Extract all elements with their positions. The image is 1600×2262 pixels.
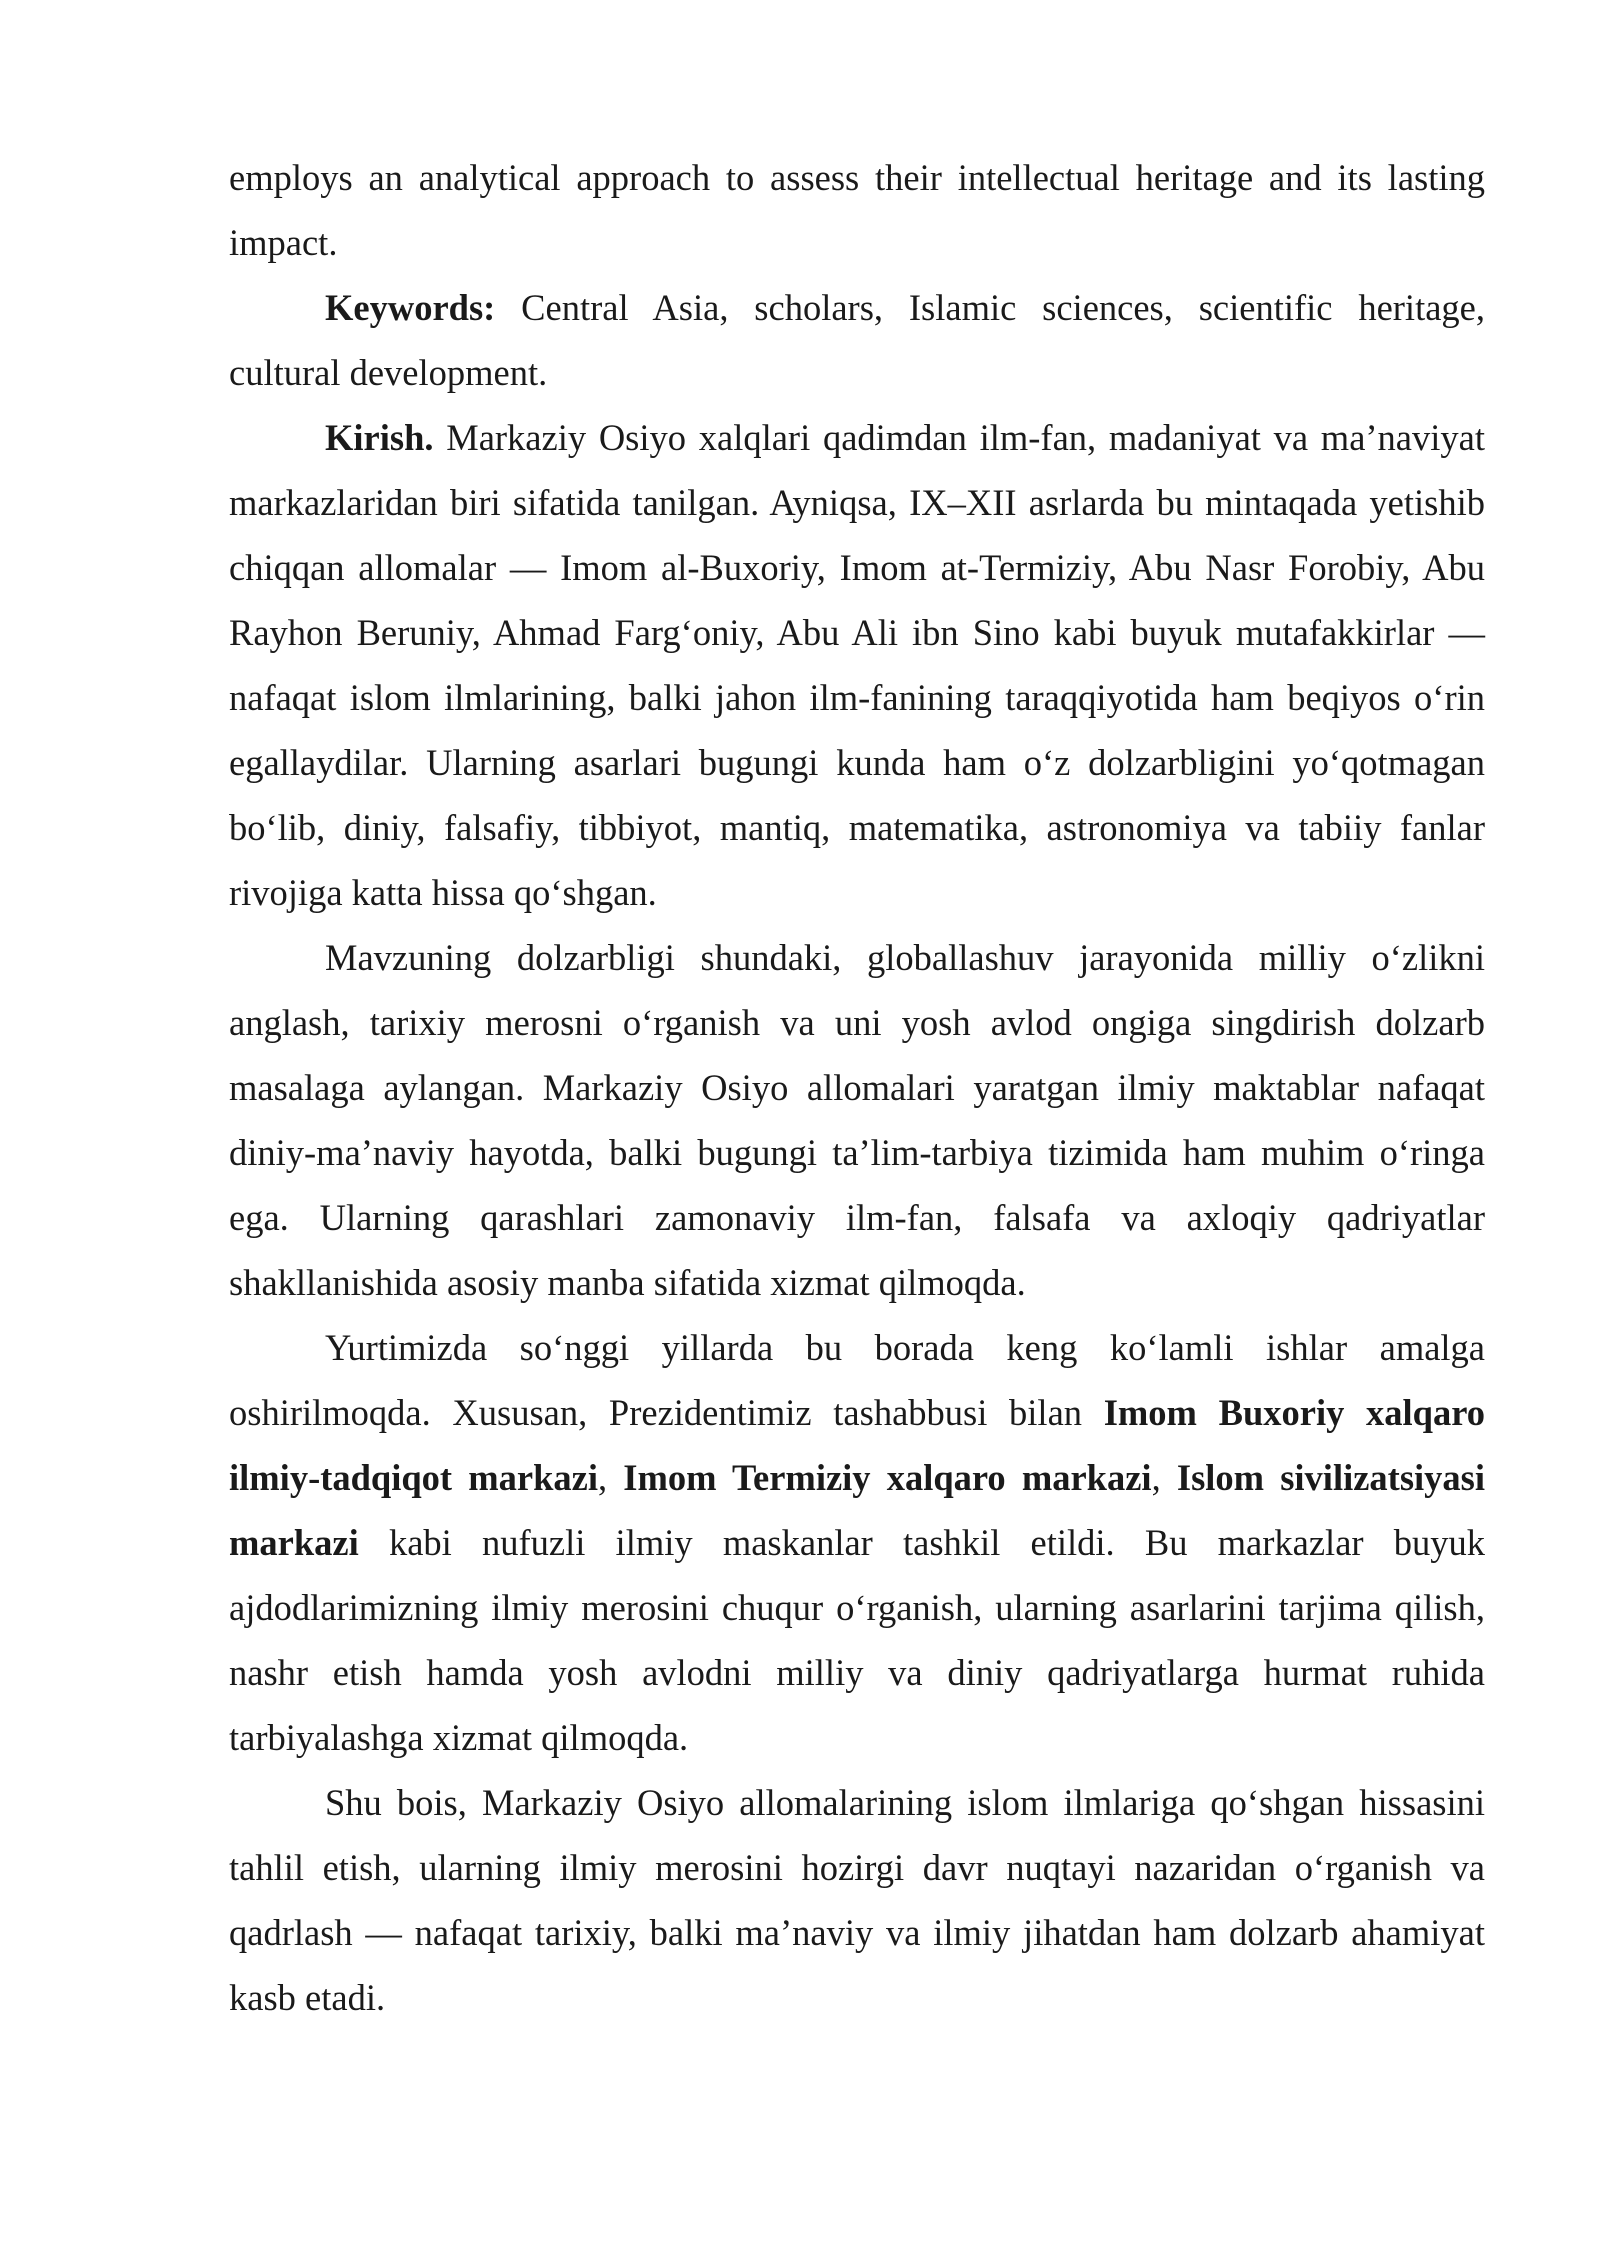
intro-label: Kirish. [325,417,434,458]
intro-text: Markaziy Osiyo xalqlari qadimdan ilm-fan, madaniyat va ma’naviyat markazlaridan biri sifatida tanilgan. Ayniqsa, IX–XII asrlarda bu mintaqada yetishib chiqqan allomalar — Imom al-Buxoriy, Imom at-Termiziy, Abu Nasr Forobiy, Abu Rayhon Beruniy, Ahmad Farg‘oniy, Abu Ali ibn Sino kabi buyuk mutafakkirlar — nafaqat islom ilmlarining, balki jahon ilm-fanining taraqqiyotida ham beqiyos o‘rin egallaydilar. Ularning asarlari bugungi kunda ham o‘z dolzarbligini yo‘qotmagan bo‘lib, diniy, falsafiy, tibbiyot, mantiq, matematika, astronomiya va tabiiy fanlar rivojiga katta hissa qo‘shgan. [229,417,1485,913]
relevance-paragraph [229,925,1485,1315]
centers-tail: kabi nufuzli ilmiy maskanlar tashkil etildi. Bu markazlar buyuk ajdodlarimizning ilmiy merosini chuqur o‘rganish, ularning asarlarini tarjima qilish, nashr etish hamda yosh avlodni milliy va diniy qadriyatlarga hurmat ruhida tarbiyalashga xizmat qilmoqda. [229,1522,1485,1758]
page-body [229,145,1485,2030]
keywords-paragraph [229,275,1485,405]
intro-paragraph [229,405,1485,925]
centers-separator: , [1151,1457,1177,1498]
conclusion-text: Shu bois, Markaziy Osiyo allomalarining islom ilmlariga qo‘shgan hissasini tahlil etish, ularning ilmiy merosini hozirgi davr nuqtayi nazaridan o‘rganish va qadrlash — nafaqat tarixiy, balki ma’naviy va ilmiy jihatdan ham dolzarb ahamiyat kasb etadi. [229,1782,1485,2018]
center-imom-termiziy: Imom Termiziy xalqaro markazi [623,1457,1152,1498]
center-islom-sivilizatsiyasi: Islom sivilizatsiyasi markazi [229,1457,1486,1563]
keywords-label: Keywords: [325,287,496,328]
abstract-tail-text: employs an analytical approach to assess their intellectual heritage and its lasting impact. [229,157,1485,263]
center-imom-buxoriy: Imom Buxoriy xalqaro ilmiy-tadqiqot markazi [229,1392,1485,1498]
conclusion-paragraph [229,1770,1485,2030]
keywords-text: Central Asia, scholars, Islamic sciences, scientific heritage, cultural development. [229,287,1485,393]
relevance-text: Mavzuning dolzarbligi shundaki, globallashuv jarayonida milliy o‘zlikni anglash, tarixiy merosni o‘rganish va uni yosh avlod ongiga singdirish dolzarb masalaga aylangan. Markaziy Osiyo allomalari yaratgan ilmiy maktablar nafaqat diniy-ma’naviy hayotda, balki bugungi ta’lim-tarbiya tizimida ham muhim o‘ringa ega. Ularning qarashlari zamonaviy ilm-fan, falsafa va axloqiy qadriyatlar shakllanishida asosiy manba sifatida xizmat qilmoqda. [229,937,1485,1303]
centers-separator: , [597,1457,624,1498]
centers-paragraph [229,1315,1485,1770]
abstract-tail-paragraph [229,145,1485,275]
centers-lead: Yurtimizda so‘nggi yillarda bu borada keng ko‘lamli ishlar amalga oshirilmoqda. Xususan, Prezidentimiz tashabbusi bilan [229,1327,1485,1433]
